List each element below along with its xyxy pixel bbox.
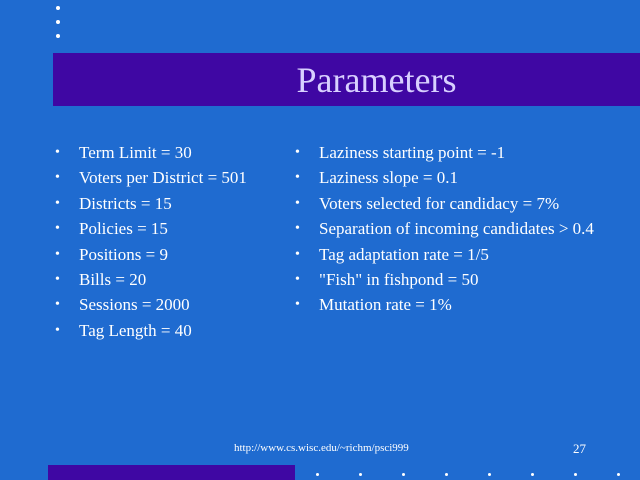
item-text: Laziness starting point = -1 — [319, 143, 506, 162]
list-item — [295, 219, 594, 244]
dot — [56, 20, 60, 24]
left-bullet-list — [55, 143, 247, 346]
footer-url: http://www.cs.wisc.edu/~richm/psci999 — [234, 442, 409, 454]
dot — [531, 473, 534, 476]
bullet-icon: • — [55, 271, 60, 287]
list-item — [295, 295, 594, 320]
bullet-icon: • — [55, 221, 60, 237]
bullet-icon: • — [55, 145, 60, 160]
list-item — [55, 270, 247, 295]
item-text: Separation of incoming candidates > 0.4 — [319, 219, 594, 239]
item-text: Voters per District = 501 — [79, 168, 247, 188]
bullet-icon: • — [55, 170, 60, 186]
list-item — [295, 194, 594, 219]
item-text: Policies = 15 — [79, 219, 168, 239]
dot — [316, 473, 319, 476]
list-item — [55, 321, 247, 346]
page-number: 27 — [573, 441, 586, 456]
bullet-icon: • — [55, 246, 60, 262]
dot — [56, 6, 60, 10]
list-item — [55, 143, 247, 168]
bullet-icon: • — [295, 195, 300, 211]
dot — [574, 473, 577, 476]
right-bullet-list — [295, 143, 594, 321]
slide-title: Parameters — [296, 60, 457, 100]
list-item — [295, 143, 594, 168]
dot — [56, 34, 60, 38]
item-text: Districts = 15 — [79, 193, 172, 213]
decorative-dots-top — [56, 6, 60, 48]
bottom-bar — [48, 465, 295, 480]
dot — [359, 473, 362, 476]
list-item — [295, 168, 594, 193]
list-item — [55, 168, 247, 193]
list-item — [55, 245, 247, 270]
dot — [445, 473, 448, 476]
item-text: Voters selected for candidacy = 7% — [319, 193, 560, 213]
bullet-icon: • — [55, 297, 60, 313]
item-text: Tag adaptation rate = 1/5 — [319, 244, 489, 264]
bullet-icon: • — [295, 297, 300, 313]
list-item — [295, 245, 594, 270]
item-text: Positions = 9 — [79, 244, 168, 264]
list-item — [55, 295, 247, 320]
bullet-icon: • — [55, 195, 60, 211]
item-text: Laziness slope = 0.1 — [319, 168, 458, 188]
list-item — [295, 270, 594, 295]
list-item — [55, 219, 247, 244]
dot — [617, 473, 620, 476]
item-text: Bills = 20 — [79, 269, 147, 289]
bullet-icon: • — [295, 170, 300, 186]
list-item — [55, 194, 247, 219]
title-bar — [53, 53, 640, 106]
item-text: Term Limit = 30 — [79, 143, 192, 162]
dot — [402, 473, 405, 476]
item-text: Mutation rate = 1% — [319, 295, 452, 315]
bullet-icon: • — [295, 221, 300, 237]
bullet-icon: • — [295, 246, 300, 262]
dot — [488, 473, 491, 476]
item-text: Sessions = 2000 — [79, 295, 190, 315]
item-text: Tag Length = 40 — [79, 320, 192, 340]
bullet-icon: • — [55, 322, 60, 338]
bullet-icon: • — [295, 145, 300, 160]
bullet-icon: • — [295, 271, 300, 287]
item-text: "Fish" in fishpond = 50 — [319, 269, 479, 289]
